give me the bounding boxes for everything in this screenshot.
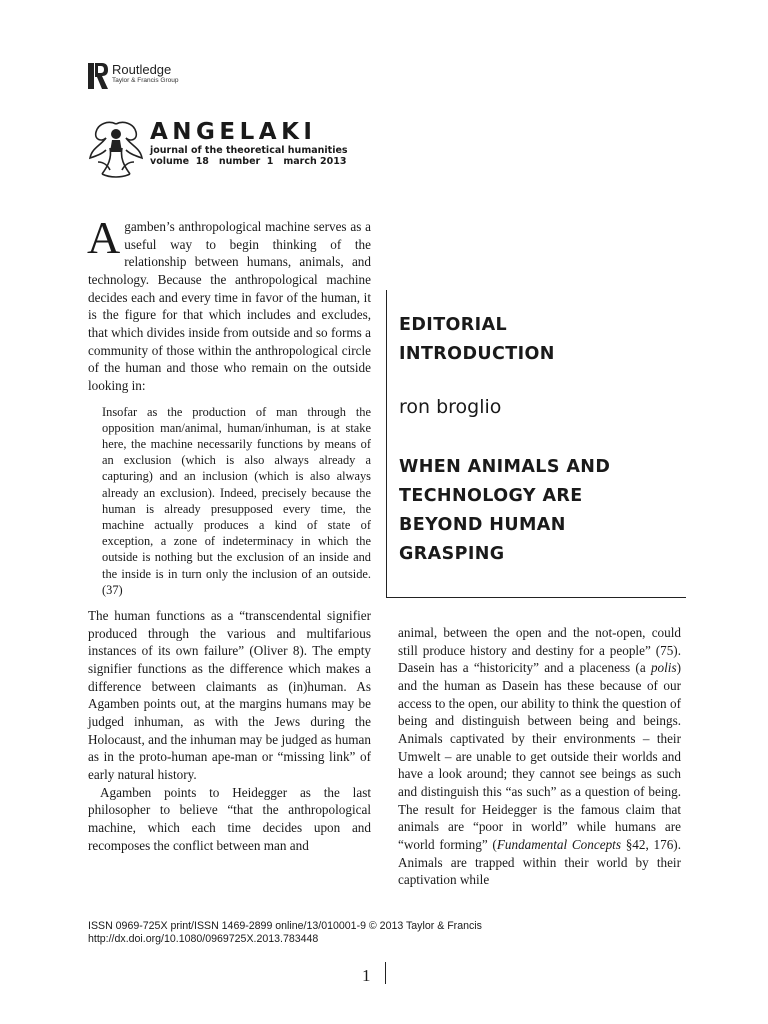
opening-text: gamben’s anthropological machine serves as a useful way to begin thinking of the relationship between humans, animals, and technology. Because the anthropological machine decides each and every time in favor of the human, it is the figure for that which includes and excludes, that which divides inside from outside and so forms a community of those within the anthropological circle of the human and those who remain on the outside looking in: (88, 219, 371, 393)
right-column (398, 624, 681, 889)
journal-subtitle: journal of the theoretical humanities (150, 145, 348, 156)
angel-emblem-icon (88, 118, 144, 180)
page-number-divider (385, 962, 386, 984)
article-title-line4: GRASPING (399, 544, 505, 564)
doi-link[interactable]: http://dx.doi.org/10.1080/0969725X.2013.783448 (88, 933, 319, 945)
page-number: 1 (362, 966, 371, 985)
paragraph-2: The human functions as a “transcendental signifier produced through the various and multifarious instances of its own failure” (Oliver 8). The empty signifier functions as the difference which makes a difference between claimants as (in)human. As Agamben points out, at the margins humans may be judged inhuman, as with the Jews during the Holocaust, and the inhuman may be judged as human as in the proto-human ape-man or “missing link” of early natural history. (88, 608, 371, 782)
publisher-logo (88, 63, 178, 89)
article-title-line3: BEYOND HUMAN (399, 515, 566, 535)
journal-masthead (88, 118, 348, 180)
article-title-block (386, 290, 686, 598)
article-title-line1: WHEN ANIMALS AND (399, 457, 611, 477)
issn-line: ISSN 0969-725X print/ISSN 1469-2899 online/13/010001-9 © 2013 Taylor & Francis (88, 920, 482, 932)
article-title-line2: TECHNOLOGY ARE (399, 486, 583, 506)
publisher-name: Routledge (112, 62, 172, 77)
right-paragraph: animal, between the open and the not-open, could still produce history and destiny for a people” (75). Dasein has a “historicity” and a placeness (a polis) and the human as Dasein has these because of our access to the open, our ability to think the question of being and distinguish between being and beings. Animals captivated by their environments – their Umwelt – are unable to get outside their worlds and have a look around; they cannot see beings as such and distinguish this “as such” as a question of being. The result for Heidegger is the famous claim that animals are “poor in world” while humans are “world forming” (Fundamental Concepts §42, 176). Animals are trapped within their world by their captivation while (398, 625, 681, 888)
footer (88, 920, 482, 946)
publisher-tagline: Taylor & Francis Group (112, 77, 179, 84)
block-quote: Insofar as the production of man through the opposition man/animal, human/inhuman, is at stake here, the machine necessarily functions by means of an exclusion (which is also always already a capturing) and an inclusion (which is also always already an exclusion). Indeed, precisely because the human is already presupposed every time, the machine actually produces a kind of state of exception, a zone of indeterminacy in which the outside is nothing but the exclusion of an inside and the inside is in turn only the inclusion of an outside. (37) (102, 404, 371, 597)
polis-term: polis (650, 660, 677, 676)
left-column (87, 212, 371, 854)
routledge-logo-icon (88, 63, 108, 89)
section-label-line1: EDITORIAL (399, 315, 508, 335)
journal-title: ANGELAKI (150, 119, 317, 145)
opening-paragraph (87, 212, 371, 395)
section-label-line2: INTRODUCTION (399, 344, 555, 364)
book-title: Fundamental Concepts (496, 836, 621, 852)
author-name: ron broglio (399, 396, 502, 418)
drop-cap: A (87, 212, 121, 263)
paragraph-3: Agamben points to Heidegger as the last philosopher to believe “that the anthropological machine, which each time decides upon and recomposes the conflict between man and (88, 784, 371, 853)
journal-issue: volume 18 number 1 march 2013 (150, 156, 347, 167)
